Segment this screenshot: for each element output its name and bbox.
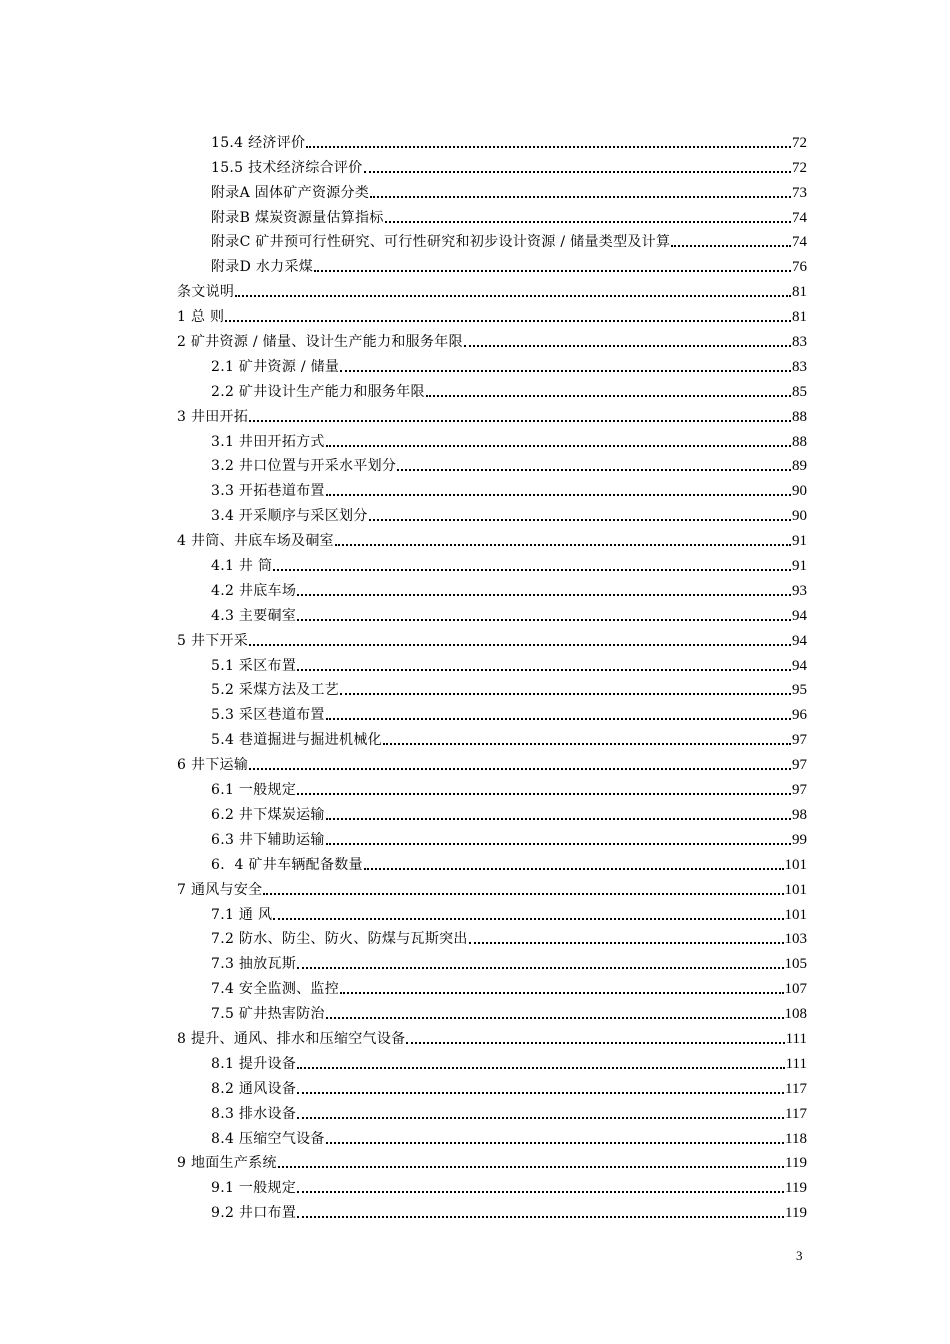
toc-entry-page: 81: [792, 309, 807, 326]
toc-entry-label: 8.2 通风设备: [211, 1080, 297, 1097]
toc-entry-label: 9 地面生产系统: [177, 1155, 277, 1172]
toc-entry: [177, 699, 807, 724]
toc-entry-page: 88: [792, 433, 807, 450]
toc-dot-leader: [364, 868, 784, 870]
toc-entry-label: 6．4 矿井车辆配备数量: [211, 856, 363, 873]
toc-entry-page: 96: [792, 707, 807, 724]
toc-dot-leader: [340, 992, 783, 994]
toc-entry-label: 8.3 排水设备: [211, 1105, 297, 1122]
toc-entry-label: 7.3 抽放瓦斯: [211, 956, 297, 973]
toc-entry-page: 90: [792, 483, 807, 500]
toc-entry-page: 73: [792, 184, 807, 201]
toc-entry-page: 111: [785, 1055, 807, 1072]
toc-dot-leader: [385, 221, 791, 223]
toc-entry-page: 93: [792, 582, 807, 599]
toc-entry-label: 3 井田开拓: [177, 408, 249, 425]
toc-entry: [177, 650, 807, 675]
toc-entry: [177, 127, 807, 152]
toc-entry: [177, 1172, 807, 1197]
toc-entry-page: 81: [792, 284, 807, 301]
toc-entry: [177, 550, 807, 575]
toc-entry-label: 9.2 井口布置: [211, 1205, 297, 1222]
toc-entry: [177, 924, 807, 949]
toc-entry-label: 6.2 井下煤炭运输: [211, 806, 325, 823]
toc-dot-leader: [340, 370, 791, 372]
toc-entry: [177, 675, 807, 700]
toc-entry: [177, 948, 807, 973]
toc-entry: [177, 1123, 807, 1148]
toc-entry-page: 94: [792, 657, 807, 674]
toc-dot-leader: [249, 420, 791, 422]
toc-entry-label: 3.1 井田开拓方式: [211, 433, 325, 450]
toc-entry-page: 74: [792, 234, 807, 251]
toc-entry-page: 72: [792, 134, 807, 151]
toc-entry: [177, 326, 807, 351]
toc-entry: [177, 575, 807, 600]
toc-entry: [177, 1023, 807, 1048]
toc-dot-leader: [370, 196, 791, 198]
toc-dot-leader: [406, 1042, 784, 1044]
toc-entry-label: 3.2 井口位置与开采水平划分: [211, 458, 397, 475]
toc-entry-page: 103: [784, 931, 807, 948]
toc-dot-leader: [383, 743, 791, 745]
toc-entry-page: 97: [792, 782, 807, 799]
toc-entry-page: 99: [792, 831, 807, 848]
toc-entry-label: 5.1 采区布置: [211, 657, 297, 674]
toc-entry-page: 97: [792, 732, 807, 749]
toc-entry-page: 97: [792, 757, 807, 774]
toc-entry-page: 74: [792, 209, 807, 226]
toc-dot-leader: [249, 644, 791, 646]
toc-dot-leader: [397, 469, 791, 471]
toc-entry-label: 8.4 压缩空气设备: [211, 1130, 325, 1147]
toc-entry-label: 2 矿井资源 / 储量、设计生产能力和服务年限: [177, 334, 463, 351]
toc-entry: [177, 799, 807, 824]
toc-entry: [177, 998, 807, 1023]
toc-entry-label: 7.5 矿井热害防治: [211, 1006, 325, 1023]
toc-entry: [177, 973, 807, 998]
toc-entry-page: 111: [785, 1030, 807, 1047]
toc-entry-label: 条文说明: [177, 284, 235, 301]
toc-dot-leader: [326, 1142, 784, 1144]
toc-entry-label: 4.3 主要硐室: [211, 607, 297, 624]
toc-entry-label: 8.1 提升设备: [211, 1055, 297, 1072]
toc-dot-leader: [464, 345, 791, 347]
toc-entry: [177, 600, 807, 625]
toc-entry-label: 4.1 井 筒: [211, 558, 273, 575]
toc-dot-leader: [297, 669, 791, 671]
toc-dot-leader: [326, 1017, 784, 1019]
toc-entry-page: 119: [785, 1155, 807, 1172]
toc-entry: [177, 177, 807, 202]
toc-entry: [177, 1048, 807, 1073]
toc-entry-label: 5.2 采煤方法及工艺: [211, 682, 340, 699]
toc-dot-leader: [297, 1067, 784, 1069]
toc-dot-leader: [671, 245, 791, 247]
toc-entry-page: 94: [792, 632, 807, 649]
toc-entry-page: 119: [785, 1205, 807, 1222]
toc-entry: [177, 525, 807, 550]
toc-entry-label: 6.3 井下辅助运输: [211, 831, 325, 848]
toc-entry: [177, 1098, 807, 1123]
toc-entry: [177, 1148, 807, 1173]
toc-entry: [177, 849, 807, 874]
toc-dot-leader: [326, 843, 791, 845]
toc-dot-leader: [297, 619, 791, 621]
toc-entry-label: 15.5 技术经济综合评价: [211, 159, 363, 176]
toc-entry: [177, 724, 807, 749]
toc-dot-leader: [297, 967, 783, 969]
toc-entry-page: 107: [784, 981, 807, 998]
toc-dot-leader: [326, 445, 791, 447]
toc-entry: [177, 899, 807, 924]
toc-entry: [177, 227, 807, 252]
toc-entry-page: 108: [784, 1006, 807, 1023]
toc-dot-leader: [273, 918, 783, 920]
toc-entry-page: 94: [792, 607, 807, 624]
toc-entry: [177, 1073, 807, 1098]
toc-entry-page: 72: [792, 159, 807, 176]
table-of-contents: [177, 127, 807, 1222]
toc-entry-page: 101: [784, 856, 807, 873]
toc-entry-label: 4 井筒、井底车场及硐室: [177, 533, 334, 550]
toc-dot-leader: [225, 320, 791, 322]
page-number: 3: [796, 1248, 803, 1263]
toc-entry-page: 117: [785, 1105, 807, 1122]
toc-dot-leader: [278, 1166, 784, 1168]
toc-dot-leader: [297, 1117, 784, 1119]
toc-entry-label: 附录B 煤炭资源量估算指标: [211, 209, 384, 226]
toc-dot-leader: [263, 893, 783, 895]
toc-entry-page: 101: [784, 906, 807, 923]
toc-entry: [177, 774, 807, 799]
toc-entry: [177, 251, 807, 276]
toc-entry-page: 85: [792, 383, 807, 400]
toc-dot-leader: [297, 793, 791, 795]
toc-dot-leader: [297, 594, 791, 596]
toc-entry: [177, 301, 807, 326]
toc-entry: [177, 451, 807, 476]
toc-dot-leader: [297, 1216, 784, 1218]
toc-entry-label: 5 井下开采: [177, 632, 249, 649]
toc-entry: [177, 749, 807, 774]
toc-entry-label: 1 总 则: [177, 309, 225, 326]
toc-entry: [177, 202, 807, 227]
toc-entry-page: 105: [784, 956, 807, 973]
toc-dot-leader: [314, 270, 791, 272]
toc-entry-page: 83: [792, 358, 807, 375]
toc-entry-label: 2.2 矿井设计生产能力和服务年限: [211, 383, 425, 400]
toc-entry-page: 91: [792, 533, 807, 550]
toc-dot-leader: [426, 395, 791, 397]
toc-entry-label: 6.1 一般规定: [211, 782, 297, 799]
toc-entry-label: 5.4 巷道掘进与掘进机械化: [211, 732, 382, 749]
toc-entry-page: 117: [785, 1080, 807, 1097]
toc-entry: [177, 824, 807, 849]
toc-entry: [177, 376, 807, 401]
toc-entry: [177, 500, 807, 525]
toc-dot-leader: [326, 494, 791, 496]
toc-entry: [177, 152, 807, 177]
toc-dot-leader: [297, 1191, 784, 1193]
toc-entry-label: 附录D 水力采煤: [211, 259, 314, 276]
toc-entry: [177, 475, 807, 500]
toc-dot-leader: [364, 171, 791, 173]
toc-dot-leader: [273, 569, 791, 571]
toc-dot-leader: [326, 818, 791, 820]
toc-dot-leader: [235, 295, 791, 297]
toc-entry-page: 89: [792, 458, 807, 475]
toc-entry-page: 101: [784, 881, 807, 898]
toc-entry: [177, 351, 807, 376]
toc-entry: [177, 276, 807, 301]
toc-entry-label: 8 提升、通风、排水和压缩空气设备: [177, 1030, 406, 1047]
toc-entry-label: 3.3 开拓巷道布置: [211, 483, 325, 500]
toc-dot-leader: [369, 519, 791, 521]
toc-entry-label: 2.1 矿井资源 / 储量: [211, 358, 340, 375]
toc-entry-label: 附录A 固体矿产资源分类: [211, 184, 370, 201]
toc-entry: [177, 401, 807, 426]
toc-entry-label: 6 井下运输: [177, 757, 249, 774]
toc-entry-label: 9.1 一般规定: [211, 1180, 297, 1197]
toc-dot-leader: [306, 146, 791, 148]
toc-dot-leader: [249, 768, 791, 770]
toc-dot-leader: [326, 718, 791, 720]
toc-entry-label: 7.4 安全监测、监控: [211, 981, 340, 998]
toc-entry-page: 118: [785, 1130, 807, 1147]
toc-entry-label: 3.4 开采顺序与采区划分: [211, 508, 368, 525]
toc-entry-page: 91: [792, 558, 807, 575]
toc-dot-leader: [340, 693, 791, 695]
toc-entry-label: 7 通风与安全: [177, 881, 263, 898]
toc-dot-leader: [297, 1092, 784, 1094]
toc-entry-label: 附录C 矿井预可行性研究、可行性研究和初步设计资源 / 储量类型及计算: [211, 234, 671, 251]
toc-entry-page: 83: [792, 334, 807, 351]
toc-entry-page: 95: [792, 682, 807, 699]
toc-entry-page: 98: [792, 806, 807, 823]
toc-entry-label: 4.2 井底车场: [211, 582, 297, 599]
toc-entry-page: 88: [792, 408, 807, 425]
toc-entry: [177, 426, 807, 451]
toc-entry: [177, 1197, 807, 1222]
toc-entry-page: 90: [792, 508, 807, 525]
toc-dot-leader: [469, 942, 784, 944]
toc-entry-label: 7.2 防水、防尘、防火、防煤与瓦斯突出: [211, 931, 468, 948]
toc-entry: [177, 874, 807, 899]
toc-entry: [177, 625, 807, 650]
toc-dot-leader: [335, 544, 791, 546]
toc-entry-label: 5.3 采区巷道布置: [211, 707, 325, 724]
toc-entry-label: 7.1 通 风: [211, 906, 273, 923]
toc-entry-page: 76: [792, 259, 807, 276]
toc-entry-label: 15.4 经济评价: [211, 134, 306, 151]
toc-entry-page: 119: [785, 1180, 807, 1197]
